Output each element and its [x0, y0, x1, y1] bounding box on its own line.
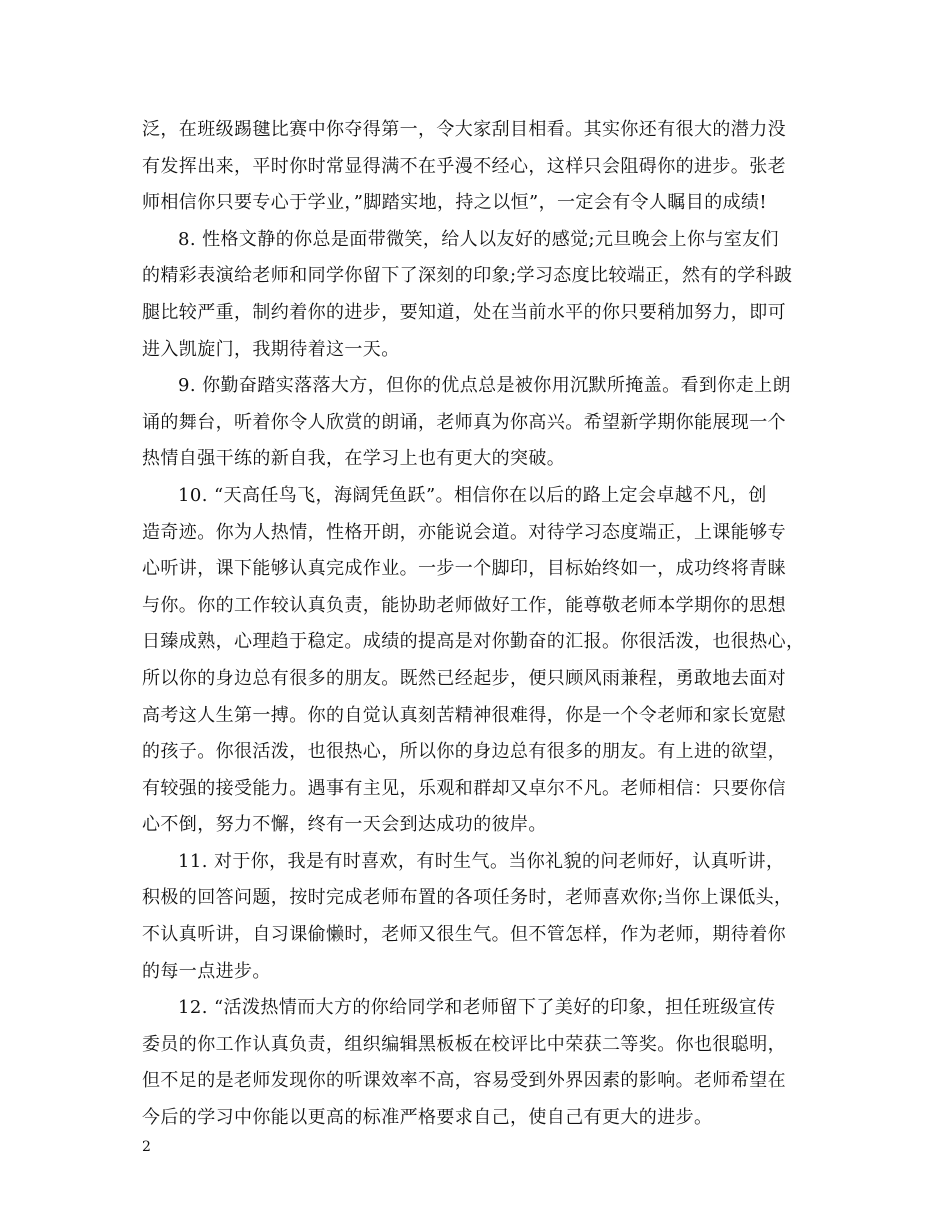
- text-line: 不认真听讲，自习课偷懒时，老师又很生气。但不管怎样，作为老师，期待着你: [142, 924, 786, 946]
- text-line: 热情自强干练的新自我，在学习上也有更大的突破。: [142, 448, 566, 470]
- text-line: 所以你的身边总有很多的朋友。既然已经起步，便只顾风雨兼程，勇敢地去面对: [142, 667, 786, 689]
- text-line: 泛，在班级踢毽比赛中你夺得第一，令大家刮目相看。其实你还有很大的潜力没: [142, 119, 786, 140]
- text-line: 8. 性格文静的你总是面带微笑，给人以友好的感觉;元旦晚会上你与室友们: [178, 228, 779, 250]
- text-line: 9. 你勤奋踏实落落大方，但你的优点总是被你用沉默所掩盖。看到你走上朗: [178, 375, 791, 397]
- text-line: 有较强的接受能力。遇事有主见，乐观和群却又卓尔不凡。老师相信：只要你信: [142, 777, 786, 799]
- text-line: 的精彩表演给老师和同学你留下了深刻的印象;学习态度比较端正，然有的学科跛: [142, 265, 793, 287]
- text-line: 与你。你的工作较认真负责，能协助老师做好工作，能尊敬老师本学期你的思想: [142, 594, 786, 616]
- text-line: 师相信你只要专心于学业，”脚踏实地，持之以恒”，一定会有令人瞩目的成绩!: [142, 192, 768, 214]
- text-line: 腿比较严重，制约着你的进步，要知道，处在当前水平的你只要稍加努力，即可: [142, 301, 786, 323]
- text-line: 今后的学习中你能以更高的标准严格要求自己，使自己有更大的进步。: [142, 1107, 713, 1129]
- text-line: 日臻成熟，心理趋于稳定。成绩的提高是对你勤奋的汇报。你很活泼，也很热心，: [142, 631, 805, 653]
- page-number: 2: [142, 1139, 151, 1155]
- text-line: 的孩子。你很活泼，也很热心，所以你的身边总有很多的朋友。有上进的欲望，: [142, 741, 786, 763]
- text-line: 的每一点进步。: [142, 960, 271, 982]
- text-line: 心不倒，努力不懈，终有一天会到达成功的彼岸。: [142, 814, 547, 836]
- text-line: 高考这人生第一搏。你的自觉认真刻苦精神很难得，你是一个令老师和家长宽慰: [142, 704, 786, 726]
- text-line: 11. 对于你，我是有时喜欢，有时生气。当你礼貌的问老师好，认真听讲，: [178, 850, 785, 872]
- text-line: 诵的舞台，听着你令人欣赏的朗诵，老师真为你高兴。希望新学期你能展现一个: [142, 411, 786, 433]
- text-line: 造奇迹。你为人热情，性格开朗，亦能说会道。对待学习态度端正，上课能够专: [142, 521, 786, 543]
- text-line: 委员的你工作认真负责，组织编辑黑板板在校评比中荣获二等奖。你也很聪明，: [142, 1033, 786, 1055]
- text-line: 进入凯旋门，我期待着这一天。: [142, 338, 400, 360]
- text-line: 心听讲，课下能够认真完成作业。一步一个脚印，目标始终如一，成功终将青睐: [142, 558, 786, 580]
- text-line: 积极的回答问题，按时完成老师布置的各项任务时，老师喜欢你;当你上课低头，: [142, 887, 793, 909]
- document-body: [142, 112, 810, 1137]
- text-line: 有发挥出来，平时你时常显得满不在乎漫不经心，这样只会阻碍你的进步。张老: [142, 155, 786, 177]
- text-line: 10. “天高任鸟飞，海阔凭鱼跃”。相信你在以后的路上定会卓越不凡，创: [178, 484, 767, 506]
- text-line: 12. “活泼热情而大方的你给同学和老师留下了美好的印象，担任班级宣传: [178, 997, 776, 1019]
- text-line: 但不足的是老师发现你的听课效率不高，容易受到外界因素的影响。老师希望在: [142, 1070, 786, 1092]
